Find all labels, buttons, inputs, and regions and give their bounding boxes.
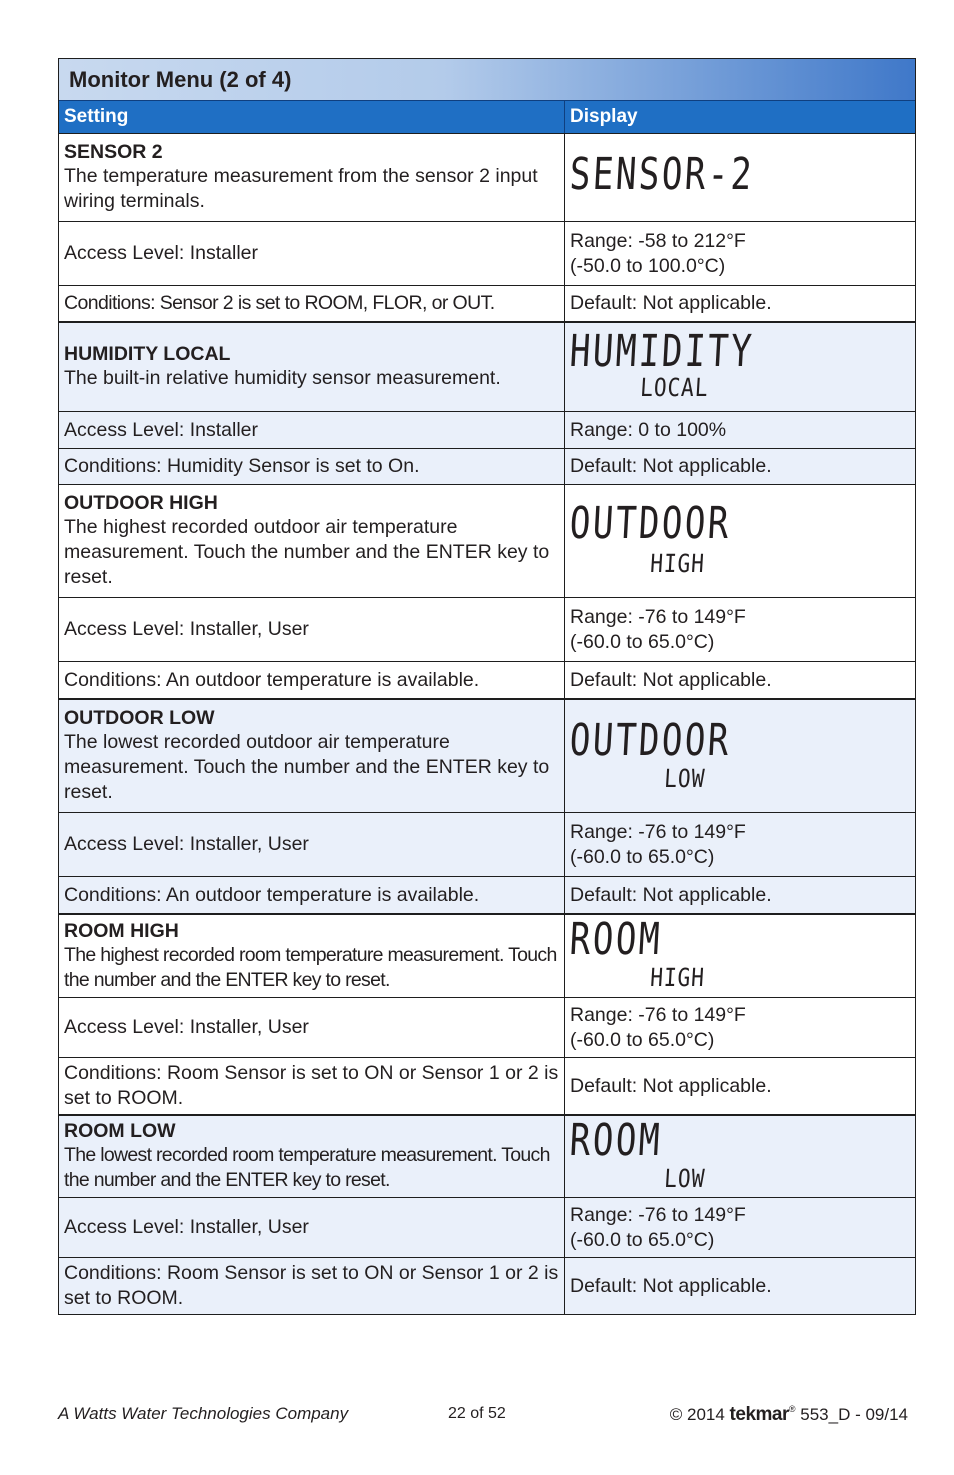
access-level: Access Level: Installer, User xyxy=(59,598,565,661)
default-value: Default: Not applicable. xyxy=(570,1074,772,1097)
access-level: Access Level: Installer xyxy=(59,222,565,285)
default-value: Default: Not applicable. xyxy=(570,455,772,477)
setting-description: The highest recorded outdoor air temperature measurement. Touch the number and the ENTER key to reset. xyxy=(64,516,550,588)
brand-logo: tekmar xyxy=(729,1404,789,1425)
setting-name: ROOM LOW xyxy=(64,1120,176,1142)
document-id: 553_D - 09/14 xyxy=(800,1405,908,1424)
table-title: Monitor Menu (2 of 4) xyxy=(59,58,915,100)
conditions-row xyxy=(59,876,915,913)
setting-description: The temperature measurement from the sensor 2 input wiring terminals. xyxy=(64,165,538,212)
access-row xyxy=(59,411,915,448)
range: Range: 0 to 100% xyxy=(570,418,727,441)
setting-row-sensor-2 xyxy=(59,133,915,221)
setting-description: The highest recorded room temperature measurement. Touch the number and the ENTER key to reset. xyxy=(64,943,557,991)
lcd-main-text: ROOM xyxy=(568,1115,664,1166)
access-level: Access Level: Installer, User xyxy=(59,998,565,1057)
setting-description: The lowest recorded room temperature measurement. Touch the number and the ENTER key to reset. xyxy=(64,1144,550,1191)
conditions-row xyxy=(59,448,915,484)
access-level: Access Level: Installer xyxy=(59,412,565,448)
column-header-setting: Setting xyxy=(59,101,565,133)
page-number: 22 of 52 xyxy=(448,1405,506,1422)
registered-mark: ® xyxy=(788,1404,796,1414)
lcd-sub-text: LOCAL xyxy=(639,373,710,402)
lcd-main-text: SENSOR-2 xyxy=(568,149,756,200)
lcd-main-text: HUMIDITY xyxy=(568,326,756,377)
conditions: Conditions: An outdoor temperature is available. xyxy=(59,877,565,913)
copyright: © 2014 xyxy=(669,1405,725,1424)
access-row xyxy=(59,597,915,661)
setting-row-outdoor-high xyxy=(59,484,915,597)
footer-company: A Watts Water Technologies Company xyxy=(58,1404,349,1423)
lcd-display xyxy=(565,700,913,812)
lcd-main-text: OUTDOOR xyxy=(568,498,733,549)
lcd-sub-text: LOW xyxy=(663,764,707,793)
conditions-row xyxy=(59,1057,915,1114)
setting-name: SENSOR 2 xyxy=(64,141,163,163)
setting-row-outdoor-low xyxy=(59,698,915,812)
default-value: Default: Not applicable. xyxy=(570,668,772,691)
conditions: Conditions: Room Sensor is set to ON or Sensor 1 or 2 is set to ROOM. xyxy=(59,1258,565,1314)
setting-description: The lowest recorded outdoor air temperature measurement. Touch the number and the ENTER key to reset. xyxy=(64,731,550,803)
conditions: Conditions: An outdoor temperature is available. xyxy=(59,662,565,698)
setting-row-humidity-local xyxy=(59,321,915,411)
setting-row-room-high xyxy=(59,913,915,997)
range: Range: -76 to 149°F (-60.0 to 65.0°C) xyxy=(570,820,746,868)
conditions-row xyxy=(59,1257,915,1314)
monitor-menu-table xyxy=(58,58,916,1315)
lcd-sub-text: HIGH xyxy=(649,549,706,578)
access-row xyxy=(59,997,915,1057)
conditions: Conditions: Sensor 2 is set to ROOM, FLOR, or OUT. xyxy=(59,286,565,321)
access-row xyxy=(59,1197,915,1257)
default-value: Default: Not applicable. xyxy=(570,883,772,906)
lcd-display xyxy=(565,134,913,221)
lcd-display xyxy=(565,485,913,597)
access-row xyxy=(59,221,915,285)
conditions: Conditions: Humidity Sensor is set to On. xyxy=(59,449,565,484)
setting-name: OUTDOOR LOW xyxy=(64,707,215,729)
range: Range: -76 to 149°F (-60.0 to 65.0°C) xyxy=(570,1003,746,1051)
table-header xyxy=(59,100,915,133)
lcd-display xyxy=(565,323,913,411)
range: Range: -76 to 149°F (-60.0 to 65.0°C) xyxy=(570,605,746,653)
lcd-display xyxy=(565,915,913,997)
access-row xyxy=(59,812,915,876)
lcd-main-text: ROOM xyxy=(568,914,664,965)
range: Range: -58 to 212°F (-50.0 to 100.0°C) xyxy=(570,229,746,277)
conditions-row xyxy=(59,661,915,698)
setting-description: The built-in relative humidity sensor measurement. xyxy=(64,367,501,389)
lcd-display xyxy=(565,1116,913,1197)
setting-name: HUMIDITY LOCAL xyxy=(64,343,231,365)
footer-copyright xyxy=(670,1404,908,1426)
lcd-main-text: OUTDOOR xyxy=(568,715,733,766)
access-level: Access Level: Installer, User xyxy=(59,1198,565,1257)
conditions-row xyxy=(59,285,915,321)
range: Range: -76 to 149°F (-60.0 to 65.0°C) xyxy=(570,1203,746,1251)
column-header-display: Display xyxy=(570,106,638,127)
setting-row-room-low xyxy=(59,1114,915,1197)
setting-name: OUTDOOR HIGH xyxy=(64,492,218,514)
conditions: Conditions: Room Sensor is set to ON or Sensor 1 or 2 is set to ROOM. xyxy=(59,1058,565,1114)
default-value: Default: Not applicable. xyxy=(570,1274,772,1297)
lcd-sub-text: HIGH xyxy=(649,963,706,992)
setting-name: ROOM HIGH xyxy=(64,919,179,942)
access-level: Access Level: Installer, User xyxy=(59,813,565,876)
default-value: Default: Not applicable. xyxy=(570,292,772,314)
lcd-sub-text: LOW xyxy=(663,1164,707,1193)
